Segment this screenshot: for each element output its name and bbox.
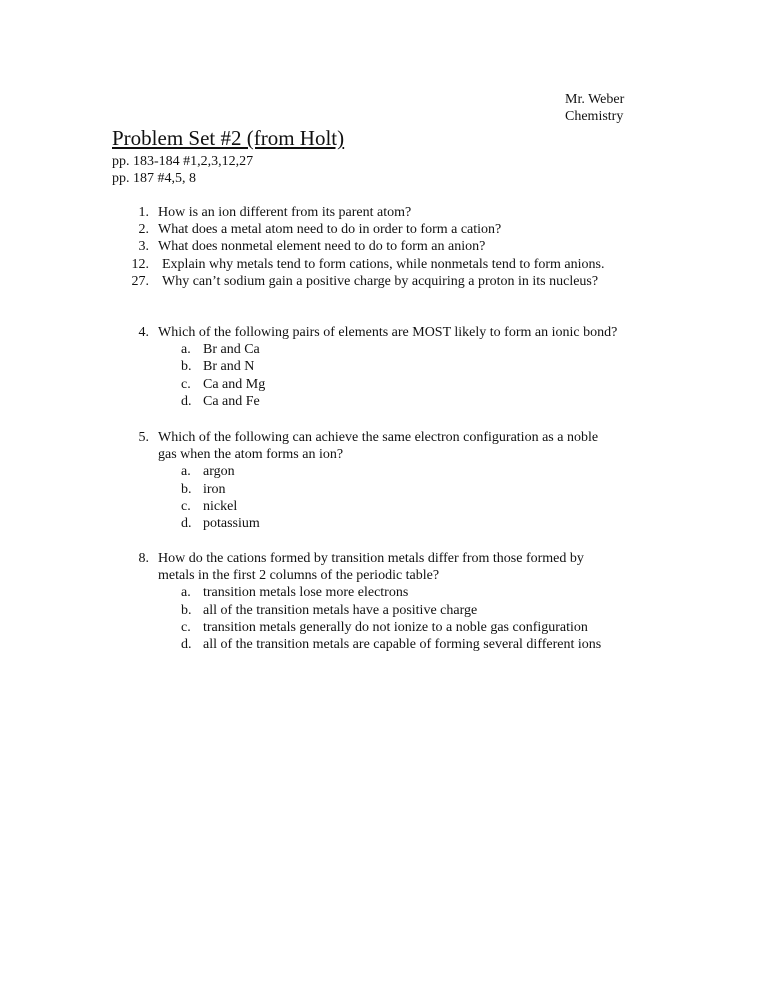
option-letter: a. (181, 342, 191, 358)
question-text-line: gas when the atom forms an ion? (158, 447, 344, 463)
answer-option (0, 341, 768, 358)
question-item (0, 204, 768, 221)
question-number: 12. (131, 256, 149, 272)
answer-option (0, 498, 768, 515)
question-item (0, 238, 768, 255)
teacher-name: Mr. Weber (565, 92, 625, 107)
question-text: What does a metal atom need to do in order to form a cation? (158, 222, 502, 238)
answer-option (0, 636, 768, 653)
question-number: 8. (138, 551, 149, 566)
option-letter: b. (181, 481, 192, 497)
option-text: potassium (203, 515, 260, 531)
subject-name: Chemistry (565, 109, 624, 125)
question-number: 1. (138, 205, 149, 220)
option-letter: a. (181, 585, 191, 601)
answer-option (0, 481, 768, 498)
answer-option (0, 376, 768, 393)
question-item (0, 221, 768, 238)
question-stem (0, 429, 768, 446)
option-text: Ca and Fe (203, 393, 260, 409)
header-block (565, 91, 624, 125)
option-letter: a. (181, 464, 191, 480)
page-title: Problem Set #2 (from Holt) (112, 126, 345, 150)
option-letter: d. (181, 393, 192, 409)
option-letter: c. (181, 498, 191, 514)
answer-option (0, 602, 768, 619)
question-number: 27. (131, 273, 149, 289)
question-number: 3. (138, 239, 149, 255)
answer-option (0, 463, 768, 480)
multiple-choice-question (0, 324, 768, 410)
question-text: What does nonmetal element need to do to form an anion? (158, 239, 486, 255)
question-text: Which of the following can achieve the same electron configuration as a noble (158, 430, 599, 445)
option-letter: c. (181, 619, 191, 635)
option-letter: b. (181, 359, 192, 375)
reference-line: pp. 183-184 #1,2,3,12,27 (112, 154, 254, 169)
option-text: Br and Ca (203, 342, 260, 358)
answer-option (0, 584, 768, 601)
question-text: Which of the following pairs of elements are MOST likely to form an ionic bond? (158, 325, 618, 340)
option-text: transition metals lose more electrons (203, 585, 409, 601)
option-letter: b. (181, 602, 192, 618)
question-number: 2. (138, 222, 149, 238)
question-text-continued (0, 446, 768, 463)
question-text-continued (0, 567, 768, 584)
option-letter: d. (181, 636, 192, 652)
option-text: argon (203, 464, 235, 480)
question-number: 5. (138, 430, 149, 445)
page-references (112, 153, 253, 187)
answer-option (0, 358, 768, 375)
question-text: Why can’t sodium gain a positive charge by acquiring a proton in its nucleus? (162, 273, 599, 289)
option-text: all of the transition metals are capable of forming several different ions (203, 636, 602, 652)
answer-option (0, 393, 768, 410)
question-item (0, 256, 768, 273)
reference-line: pp. 187 #4,5, 8 (112, 171, 196, 187)
question-text-line: metals in the first 2 columns of the periodic table? (158, 568, 440, 584)
short-answer-list (0, 204, 768, 290)
multiple-choice-question (0, 550, 768, 653)
option-letter: c. (181, 376, 191, 392)
question-item (0, 273, 768, 290)
option-text: all of the transition metals have a positive charge (203, 602, 478, 618)
option-text: Ca and Mg (203, 376, 266, 392)
option-text: transition metals generally do not ionize to a noble gas configuration (203, 619, 588, 635)
option-text: iron (203, 481, 226, 497)
question-text: How do the cations formed by transition metals differ from those formed by (158, 551, 584, 566)
question-text: Explain why metals tend to form cations, while nonmetals tend to form anions. (162, 256, 605, 272)
question-stem (0, 550, 768, 567)
option-letter: d. (181, 515, 192, 531)
answer-option (0, 515, 768, 532)
answer-option (0, 619, 768, 636)
question-stem (0, 324, 768, 341)
multiple-choice-question (0, 429, 768, 532)
option-text: nickel (203, 498, 238, 514)
question-number: 4. (138, 325, 149, 340)
question-text: How is an ion different from its parent atom? (158, 205, 412, 220)
option-text: Br and N (203, 359, 255, 375)
